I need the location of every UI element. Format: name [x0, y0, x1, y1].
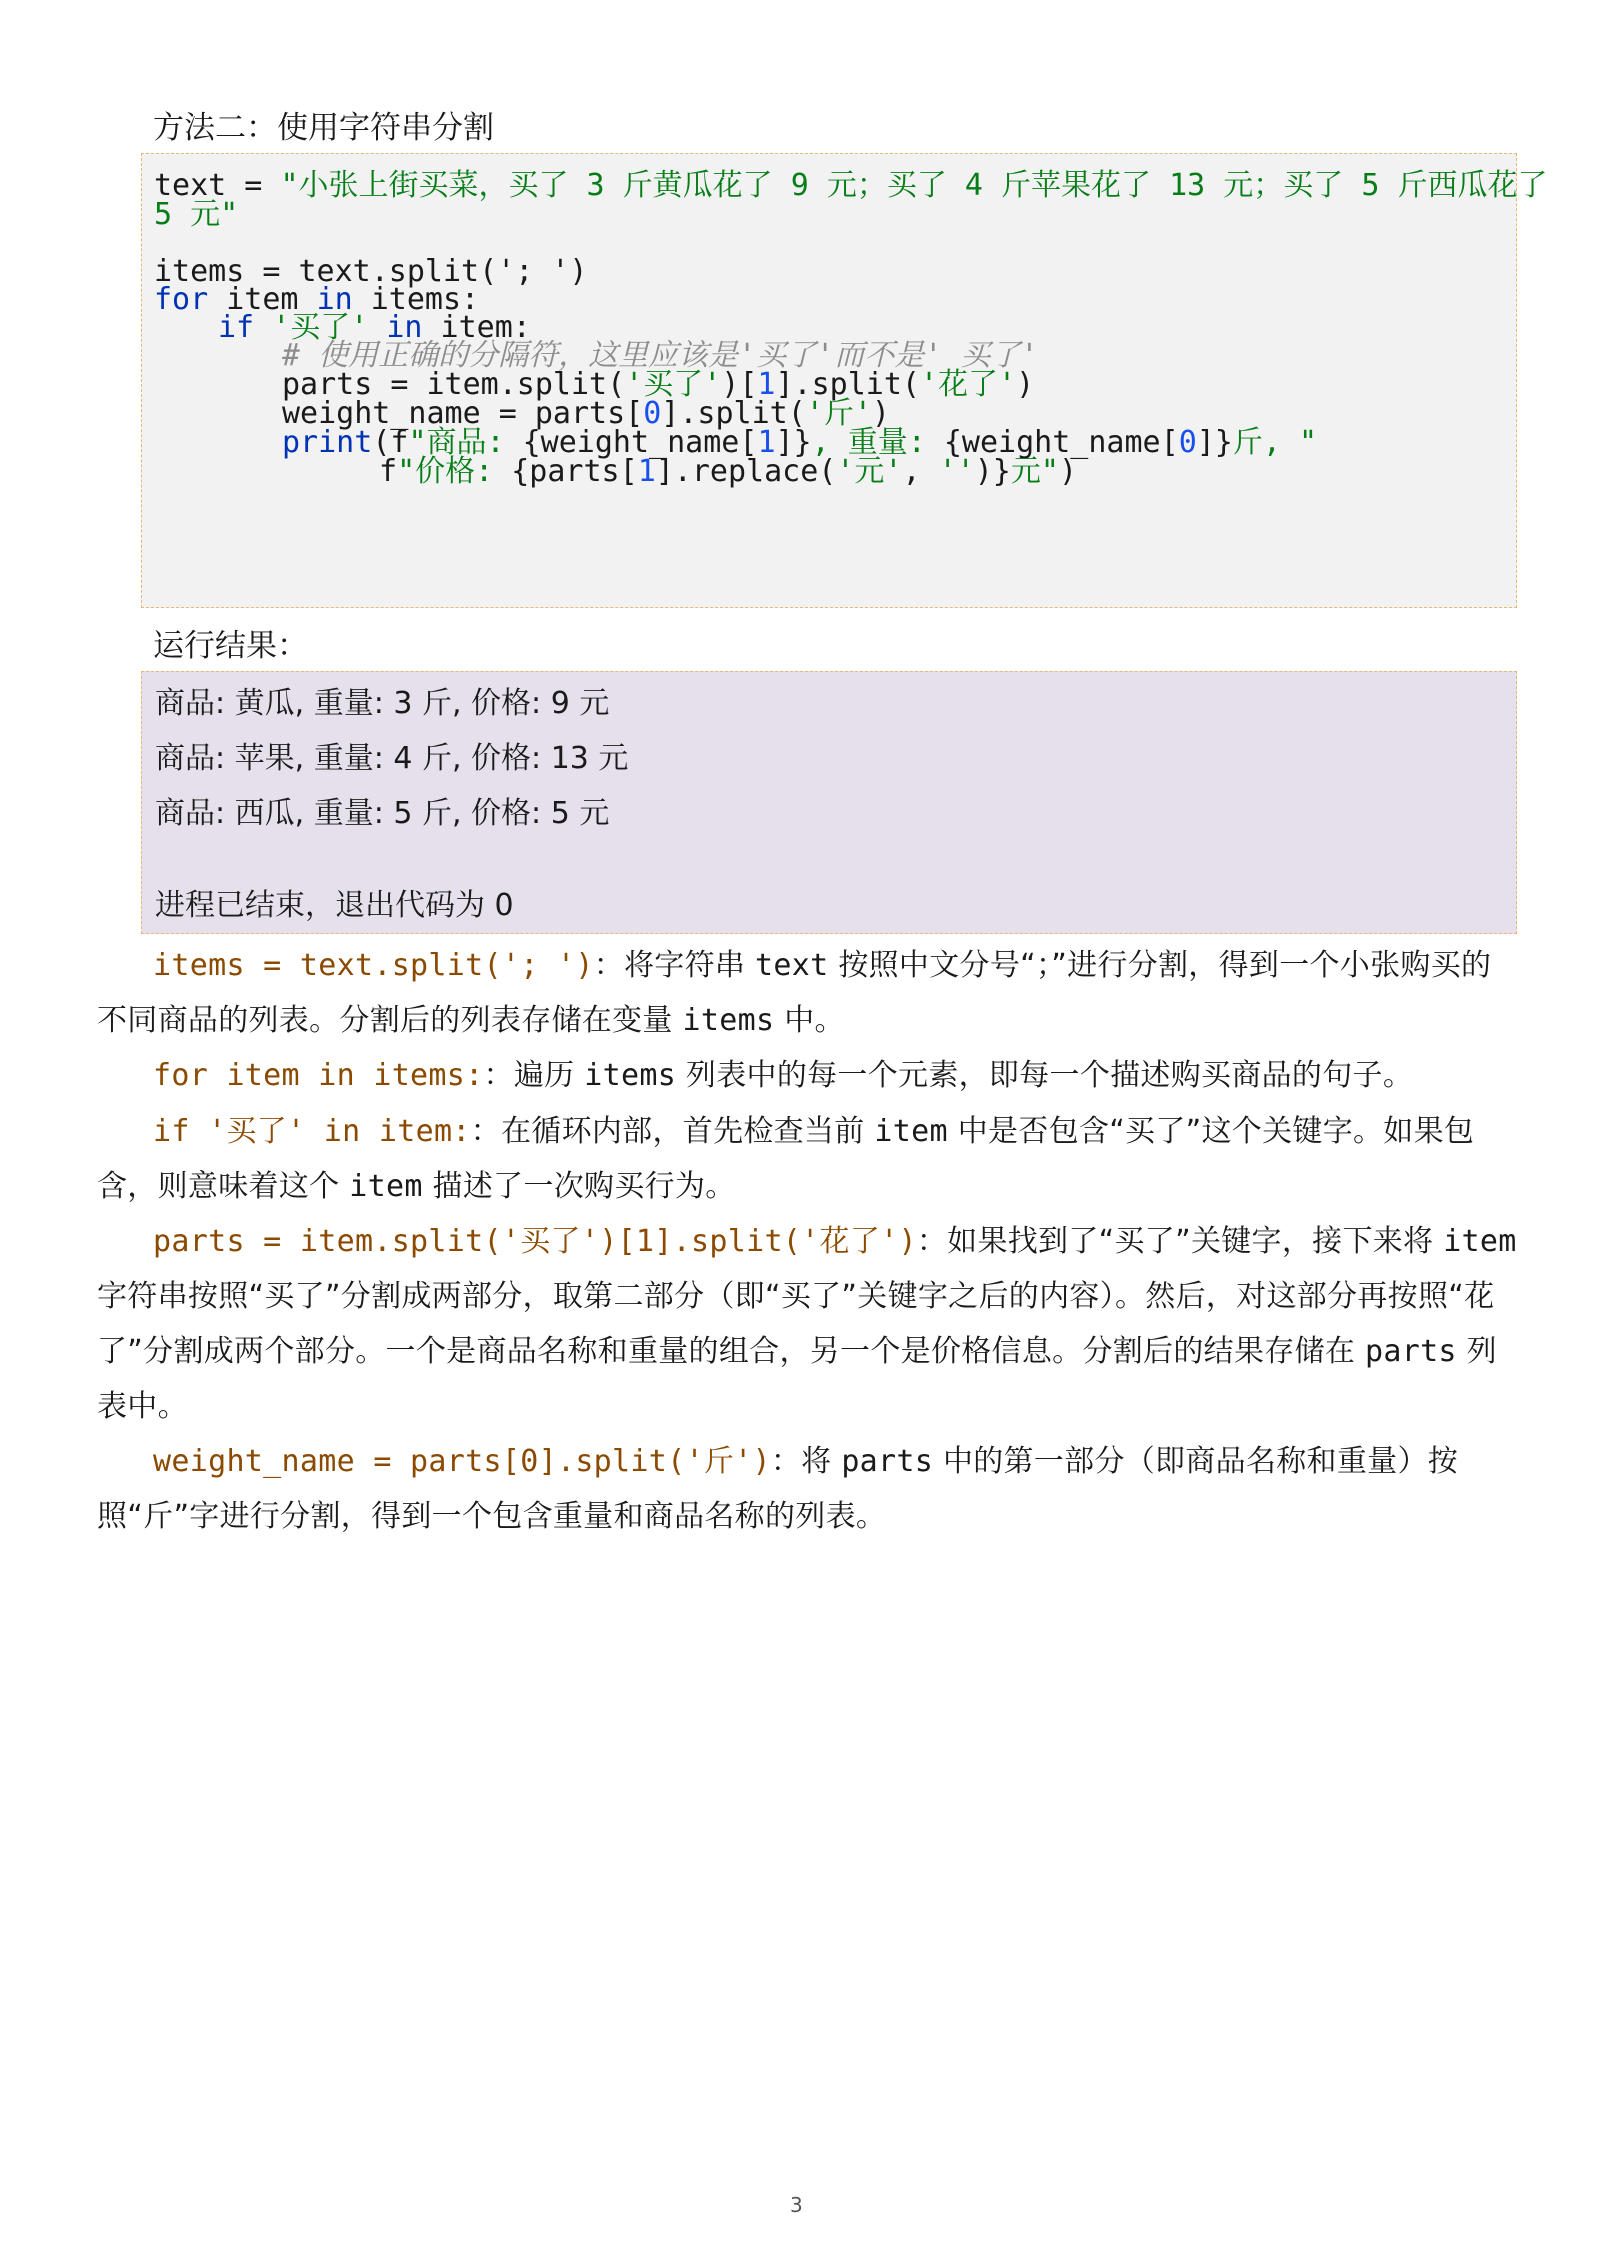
code-number: 0 [643, 396, 662, 431]
output-line-3: 商品: 西瓜, 重量: 5 斤, 价格: 5 元 [155, 796, 610, 831]
code-number: 0 [1178, 425, 1197, 460]
code-string: 斤, " [1232, 425, 1318, 460]
explanation-text: ：如果找到了“买了”关键字，接下来将 [916, 1224, 1444, 1259]
explanation-text: 列表中。 [97, 1334, 1497, 1424]
explanation-paragraph-5 [97, 1434, 1517, 1544]
code-string: "商品: [408, 425, 523, 460]
code-token: f [379, 454, 398, 489]
explanation-text: 列表中的每一个元素，即每一个描述购买商品的句子。 [676, 1058, 1414, 1093]
code-string: , 重量: [811, 425, 944, 460]
code-token: items: [352, 282, 480, 317]
output-line-exit: 进程已结束，退出代码为 0 [155, 888, 514, 923]
inline-code: parts [1364, 1334, 1457, 1369]
code-reference: for item in items: [153, 1058, 484, 1093]
code-reference: weight_name = parts[0].split('斤') [153, 1444, 771, 1479]
result-label: 运行结果： [153, 628, 308, 664]
code-string: "小张上街买菜，买了 3 斤黄瓜花了 9 元；买了 4 斤苹果花了 13 元；买了 5 斤西瓜花了 [280, 168, 1548, 203]
code-token: , [902, 454, 939, 489]
explanation-paragraph-2 [97, 1048, 1517, 1103]
code-token: item: [422, 310, 531, 345]
code-token: ].replace( [655, 454, 837, 489]
code-reference: items = text.split('; ') [153, 948, 594, 983]
code-keyword: in [316, 282, 353, 317]
code-string: '' [938, 454, 975, 489]
explanation-paragraph-1 [97, 938, 1517, 1048]
explanation-text: 描述了一次购买行为。 [422, 1169, 736, 1204]
inline-code: item [874, 1114, 948, 1149]
code-token: ]} [775, 425, 812, 460]
code-reference: if '买了' in item: [153, 1114, 471, 1149]
code-keyword: for [154, 282, 209, 317]
code-token: items = text.split('; ') [154, 254, 588, 289]
output-line-2: 商品: 苹果, 重量: 4 斤, 价格: 13 元 [155, 741, 629, 776]
code-number: 1 [757, 425, 776, 460]
inline-code: item [1443, 1224, 1517, 1259]
code-token: ) [1058, 454, 1077, 489]
code-string: 5 元" [154, 197, 239, 232]
code-token: )} [974, 454, 1011, 489]
explanation-text: 字符串按照“买了”分割成两部分，取第二部分（即“买了”关键字之后的内容）。然后，对这部分再按照“花了”分割成两个部分。一个是商品名称和重量的组合，另一个是价格信息。分割后的结果存储在 [97, 1279, 1495, 1369]
section-heading: 方法二：使用字符串分割 [153, 110, 494, 146]
code-line-1 [154, 166, 1547, 206]
code-token: weight_name = parts[ [282, 396, 644, 431]
code-token: parts = item.split( [282, 367, 626, 402]
code-token: text = [154, 168, 281, 203]
code-string: 元" [1010, 454, 1059, 489]
code-string: '花了' [919, 367, 1017, 402]
explanation-text: ：遍历 [483, 1058, 585, 1093]
explanation-text: 按照中文分号“；”进行分割，得到一个小张购买的不同商品的列表。分割后的列表存储在变量 [97, 948, 1492, 1038]
code-token: ) [871, 396, 890, 431]
explanation-text: 中的第一部分（即商品名称和重量）按照“斤”字进行分割，得到一个包含重量和商品名称的列表。 [97, 1444, 1459, 1534]
inline-code: items [682, 1003, 775, 1038]
code-token: )[ [721, 367, 758, 402]
explanation-text: ：将字符串 [593, 948, 756, 983]
code-block [141, 153, 1548, 608]
code-reference: parts = item.split('买了')[1].split('花了') [153, 1224, 917, 1259]
code-comment: # 使用正确的分隔符，这里应该是'买了'而不是' 买了' [282, 338, 1039, 373]
code-string: '斤' [805, 396, 872, 431]
code-token: ) [1016, 367, 1035, 402]
code-string: '买了' [625, 367, 722, 402]
explanation-text: 中是否包含“买了”这个关键字。如果包含，则意味着这个 [97, 1114, 1475, 1204]
code-line-10 [379, 452, 1077, 492]
code-token: ].split( [661, 396, 806, 431]
inline-code: item [349, 1169, 423, 1204]
inline-code: text [755, 948, 829, 983]
explanation-paragraph-4 [97, 1214, 1517, 1434]
explanation-text: 中。 [774, 1003, 845, 1038]
code-token: item [208, 282, 317, 317]
code-line-2 [154, 195, 238, 235]
code-number: 1 [757, 367, 776, 402]
code-keyword: if [218, 310, 255, 345]
output-block [141, 671, 1517, 934]
code-number: 1 [637, 454, 656, 489]
code-token: {weight_name[ [943, 425, 1179, 460]
code-token: ]} [1196, 425, 1233, 460]
explanation-text: ：将 [770, 1444, 842, 1479]
code-token: {weight_name[ [522, 425, 758, 460]
code-token: {parts[ [511, 454, 638, 489]
inline-code: parts [841, 1444, 934, 1479]
code-string: '买了' [272, 310, 369, 345]
page-number: 3 [790, 2193, 803, 2217]
code-token: ].split( [775, 367, 920, 402]
code-keyword: in [386, 310, 423, 345]
code-token: (f [372, 425, 409, 460]
explanation-text: ：在循环内部，首先检查当前 [470, 1114, 875, 1149]
explanation-paragraph-3 [97, 1104, 1517, 1214]
inline-code: items [584, 1058, 677, 1093]
output-line-1: 商品: 黄瓜, 重量: 3 斤, 价格: 9 元 [155, 686, 610, 721]
code-keyword: print [282, 425, 373, 460]
code-string: '元' [836, 454, 903, 489]
code-string: "价格: [397, 454, 512, 489]
